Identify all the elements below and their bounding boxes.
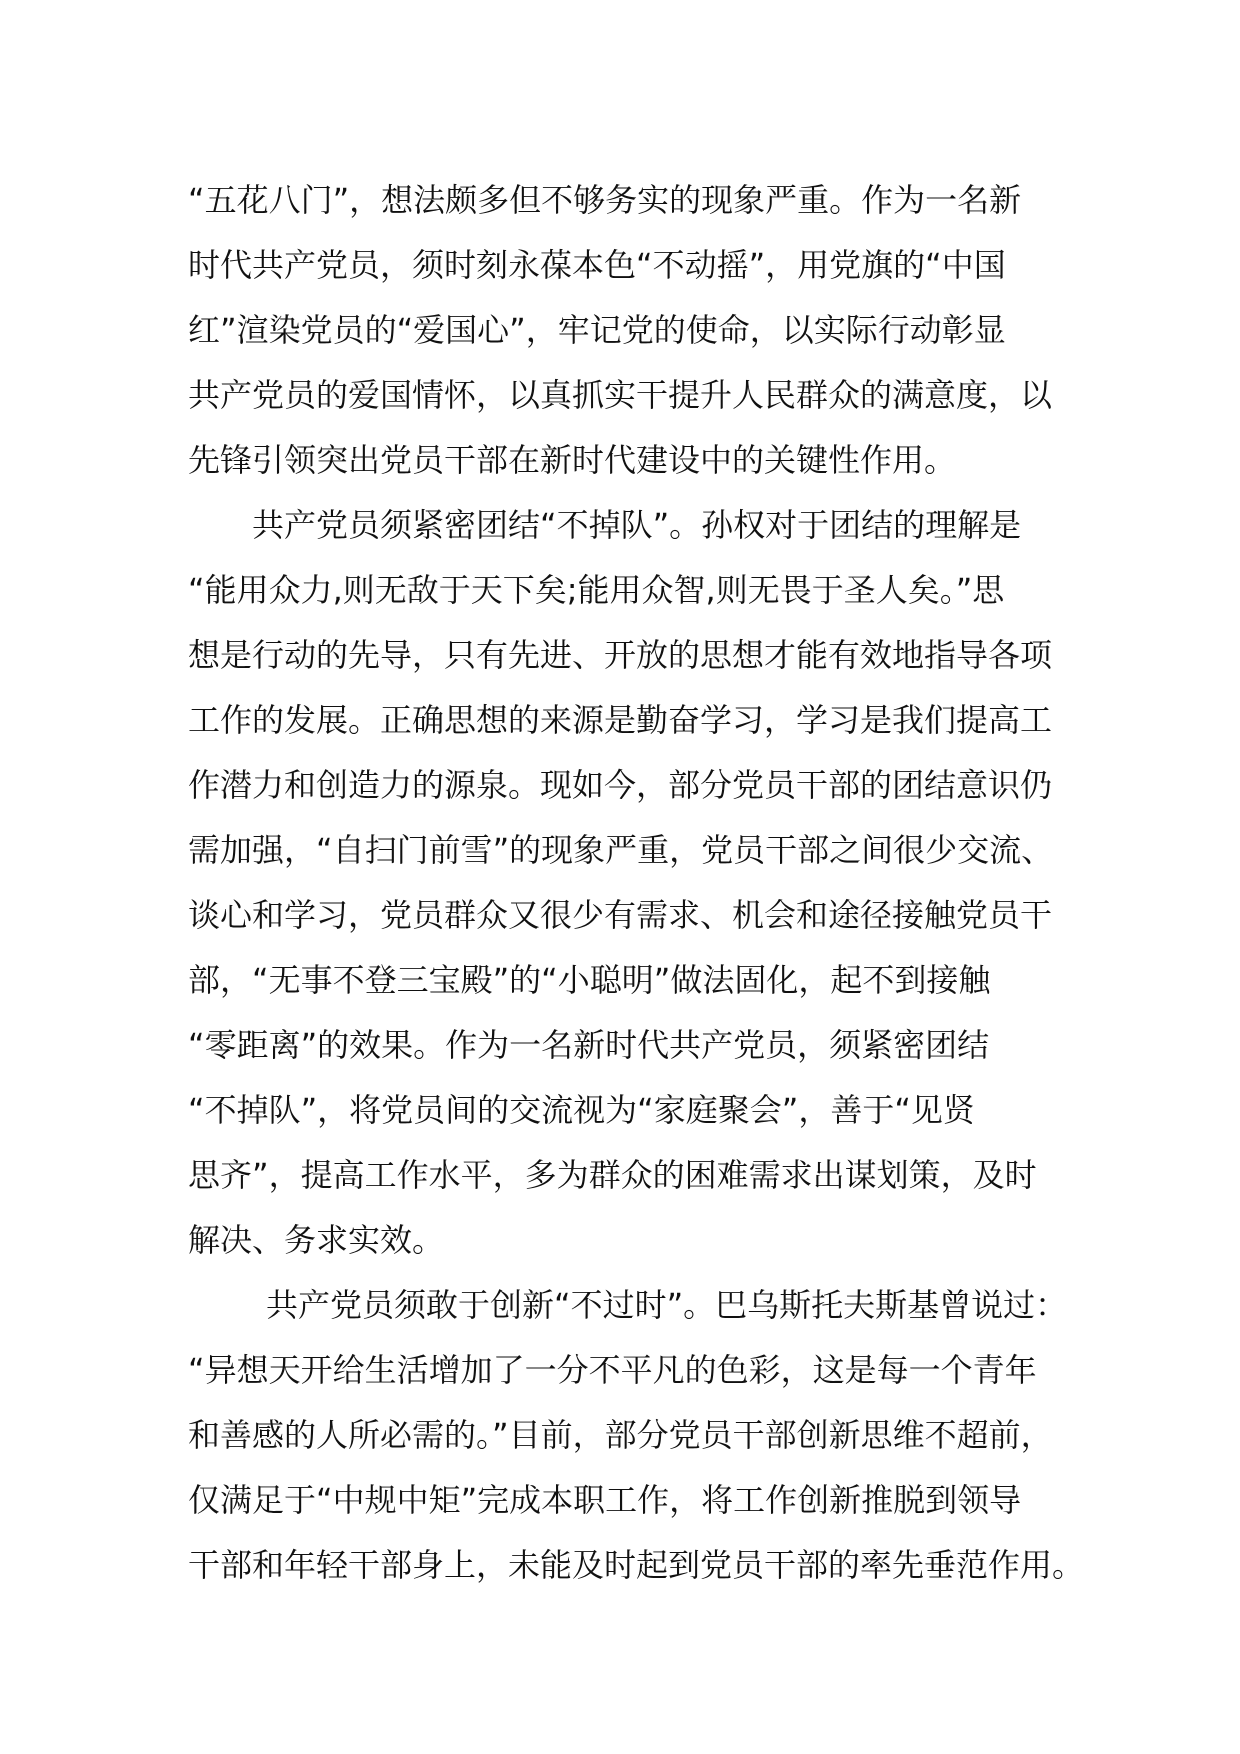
- text-line: “异想天开给生活增加了一分不平凡的色彩，这是每一个青年: [188, 1351, 1037, 1389]
- text-line: 需加强，“自扫门前雪”的现象严重，党员干部之间很少交流、: [188, 831, 1054, 869]
- paragraph-start-line: 共产党员须紧密团结“不掉队”。孙权对于团结的理解是: [252, 506, 1022, 544]
- text-line: 干部和年轻干部身上，未能及时起到党员干部的率先垂范作用。: [188, 1546, 1085, 1584]
- text-line: “能用众力,则无敌于天下矣;能用众智,则无畏于圣人矣。”思: [188, 571, 1005, 609]
- document-body: [188, 168, 1085, 1598]
- text-line: 想是行动的先导，只有先进、开放的思想才能有效地指导各项: [188, 636, 1053, 674]
- text-line: “零距离”的效果。作为一名新时代共产党员，须紧密团结: [188, 1026, 990, 1064]
- paragraph-start-line: 共产党员须敢于创新“不过时”。巴乌斯托夫斯基曾说过：: [266, 1286, 1068, 1324]
- text-line: 先锋引领突出党员干部在新时代建设中的关键性作用。: [188, 441, 957, 479]
- text-line: 解决、务求实效。: [188, 1221, 445, 1259]
- text-line: 红”渲染党员的“爱国心”，牢记党的使命，以实际行动彰显: [188, 311, 1006, 349]
- text-line: “不掉队”，将党员间的交流视为“家庭聚会”，善于“见贤: [188, 1091, 975, 1129]
- text-line: 谈心和学习，党员群众又很少有需求、机会和途径接触党员干: [188, 896, 1053, 934]
- text-line: 工作的发展。正确思想的来源是勤奋学习，学习是我们提高工: [188, 701, 1053, 739]
- text-line: 共产党员的爱国情怀，以真抓实干提升人民群众的满意度，以: [188, 376, 1053, 414]
- text-line: 思齐”，提高工作水平，多为群众的困难需求出谋划策，及时: [188, 1156, 1037, 1194]
- text-line: 时代共产党员，须时刻永葆本色“不动摇”，用党旗的“中国: [188, 246, 1006, 284]
- text-line: 仅满足于“中规中矩”完成本职工作，将工作创新推脱到领导: [188, 1481, 1022, 1519]
- text-line: 部，“无事不登三宝殿”的“小聪明”做法固化，起不到接触: [188, 961, 991, 999]
- text-line: “五花八门”，想法颇多但不够务实的现象严重。作为一名新: [188, 181, 1022, 219]
- text-line: 和善感的人所必需的。”目前，部分党员干部创新思维不超前，: [188, 1416, 1053, 1454]
- text-line: 作潜力和创造力的源泉。现如今，部分党员干部的团结意识仍: [188, 766, 1053, 804]
